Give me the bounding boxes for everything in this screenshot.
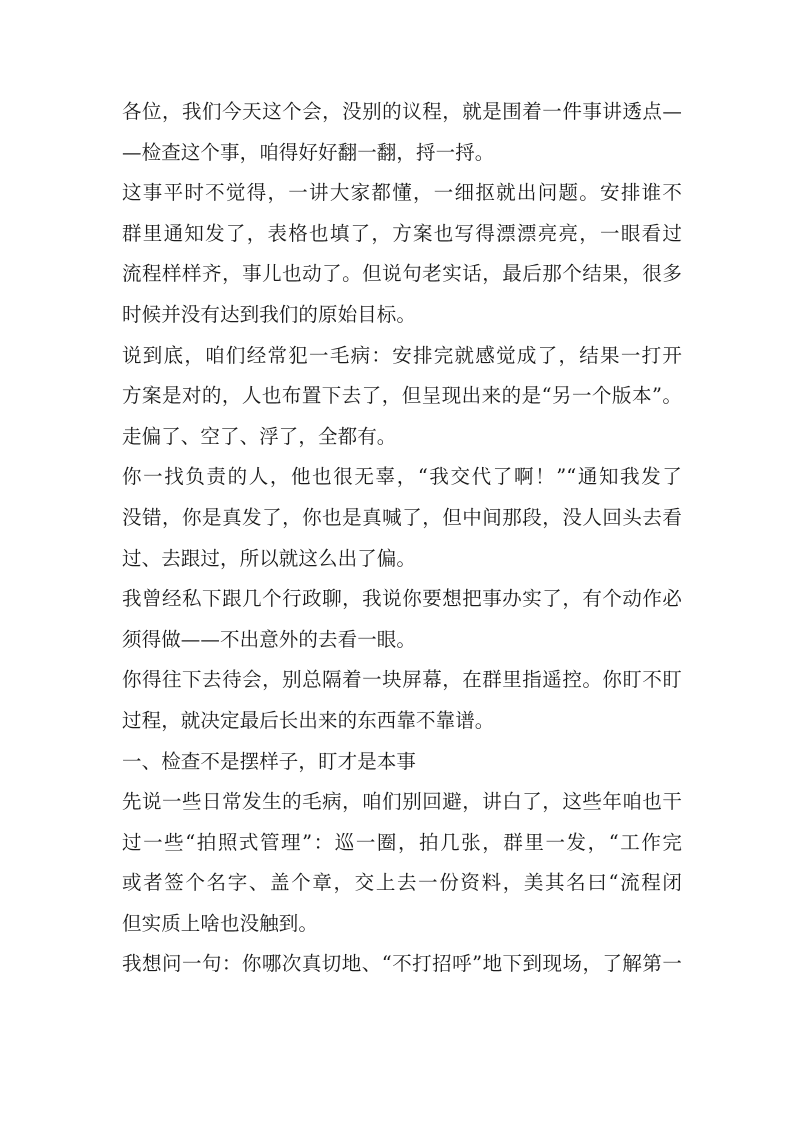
text-line: 这事平时不觉得，一讲大家都懂，一细抠就出问题。安排谁不 — [122, 181, 682, 205]
text-line: 群里通知发了，表格也填了，方案也写得漂漂亮亮，一眼看过 — [122, 221, 682, 245]
text-line: 过、去跟过，所以就这么出了偏。 — [122, 546, 417, 570]
section-heading: 一、检查不是摆样子，盯才是本事 — [122, 749, 417, 773]
text-line: 我曾经私下跟几个行政聊，我说你要想把事办实了，有个动作必 — [122, 587, 682, 611]
text-line: 时候并没有达到我们的原始目标。 — [122, 302, 417, 326]
text-line: 各位，我们今天这个会，没别的议程，就是围着一件事讲透点— — [122, 100, 682, 123]
text-line: 流程样样齐，事儿也动了。但说句老实话，最后那个结果，很多 — [122, 262, 682, 286]
text-line: 方案是对的，人也布置下去了，但呈现出来的是“另一个版本”。 — [122, 384, 682, 408]
text-line: 你得往下去待会，别总隔着一块屏幕，在群里指遥控。你盯不盯 — [122, 668, 682, 692]
body-text — [122, 92, 682, 985]
text-line: 没错，你是真发了，你也是真喊了，但中间那段，没人回头去看 — [122, 505, 682, 529]
text-line: —检查这个事，咱得好好翻一翻，捋一捋。 — [122, 140, 495, 164]
text-line: 须得做——不出意外的去看一眼。 — [122, 627, 417, 651]
text-line: 过程，就决定最后长出来的东西靠不靠谱。 — [122, 708, 495, 732]
text-line: 说到底，咱们经常犯一毛病：安排完就感觉成了，结果一打开 — [122, 343, 682, 367]
text-line: 你一找负责的人，他也很无辜，“我交代了啊！”“通知我发了 — [122, 465, 682, 489]
text-line: 过一些“拍照式管理”：巡一圈，拍几张，群里一发，“工作完 — [122, 830, 682, 854]
text-line: 先说一些日常发生的毛病，咱们别回避，讲白了，这些年咱也干 — [122, 790, 682, 814]
text-line: 但实质上啥也没触到。 — [122, 911, 319, 935]
text-line: 或者签个名字、盖个章，交上去一份资料，美其名曰“流程闭 — [122, 871, 682, 895]
text-line: 我想问一句：你哪次真切地、“不打招呼”地下到现场，了解第一 — [122, 952, 682, 976]
text-line: 走偏了、空了、浮了，全都有。 — [122, 424, 397, 448]
